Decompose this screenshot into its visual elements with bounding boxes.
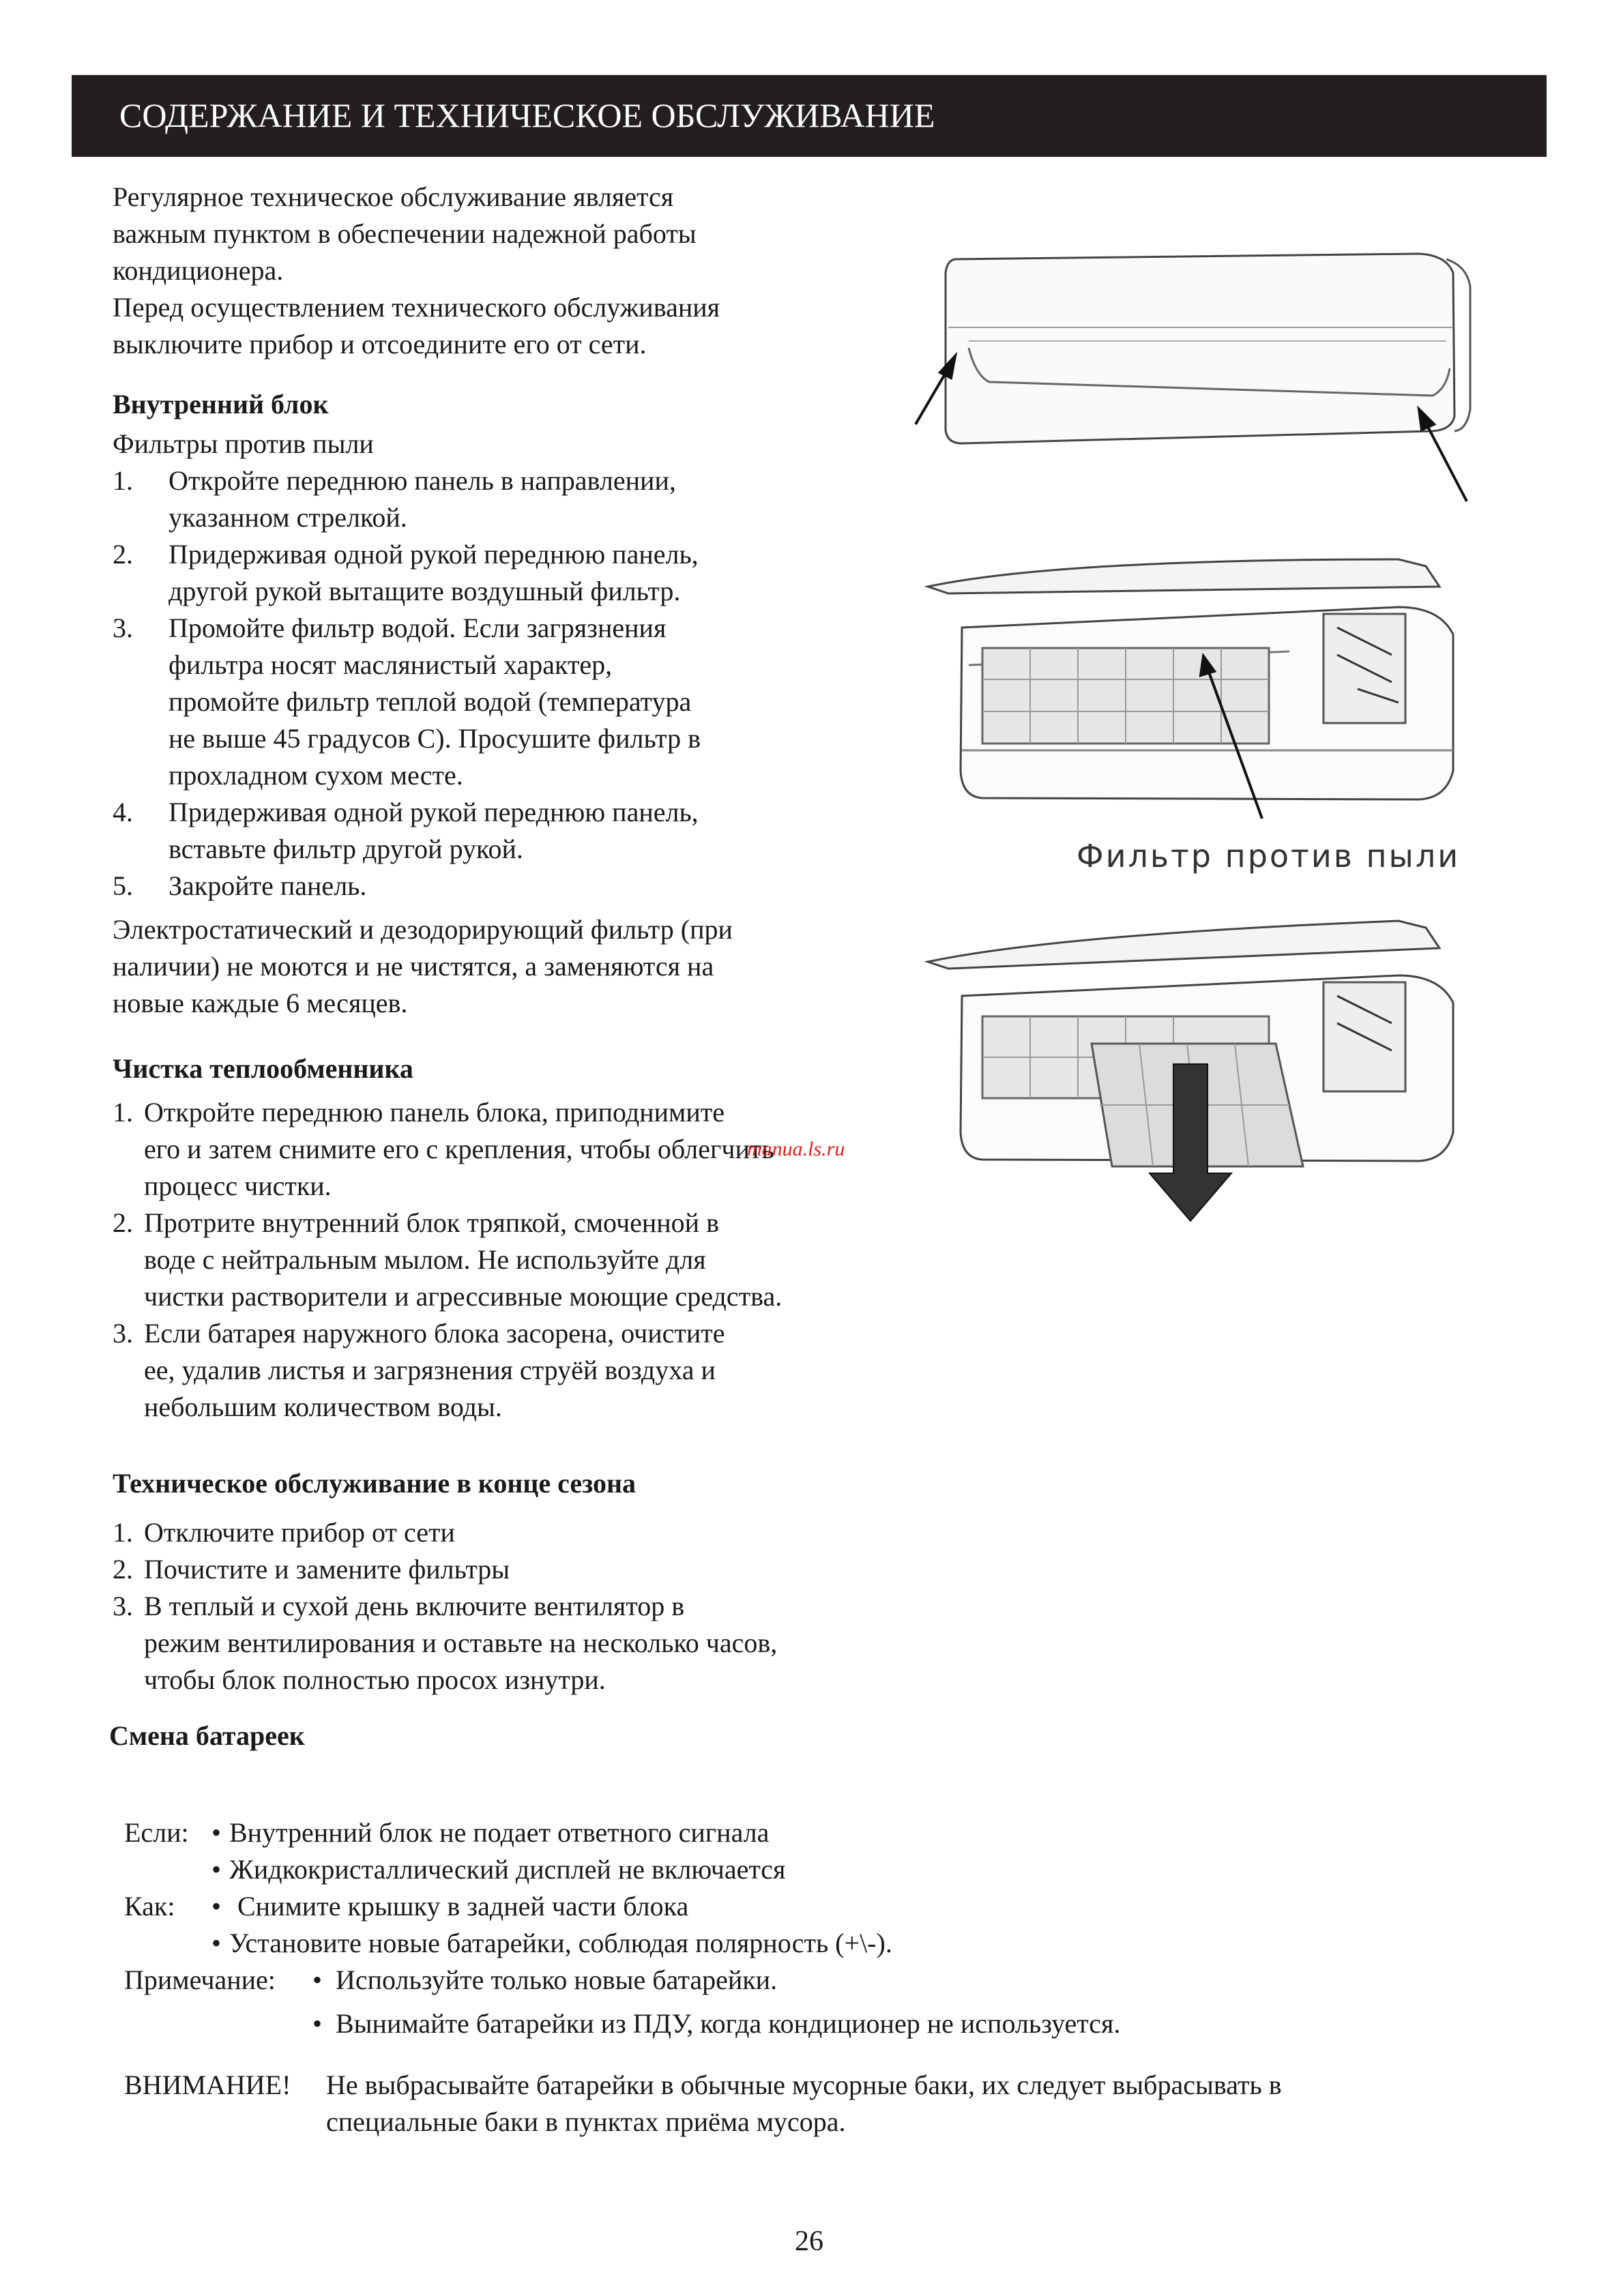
page-title: СОДЕРЖАНИЕ И ТЕХНИЧЕСКОЕ ОБСЛУЖИВАНИЕ [119,96,935,134]
indoor-heading: Внутренний блок [113,389,329,420]
watermark: manua.ls.ru [747,1138,845,1160]
page-number: 26 [795,2226,823,2257]
bullet-item: • Внутренний блок не подает ответного сигнала [211,1817,770,1848]
season-end-heading: Техническое обслуживание в конце сезона [113,1468,637,1499]
warning-label: ВНИМАНИЕ! [124,2070,291,2100]
intro-line: выключите прибор и отсоедините его от сети. [113,329,647,359]
batteries-heading: Смена батареек [109,1720,305,1751]
note-label: Примечание: [124,1964,276,1995]
filter-note: Электростатический и дезодорирующий фильтр (при наличии) не моются и не чистятся, а заменяются на новые каждые 6 месяцев. [113,914,733,1018]
intro-paragraph [113,179,720,363]
indoor-subheading: Фильтры против пыли [113,428,374,459]
intro-line: Регулярное техническое обслуживание является [113,181,674,212]
bullet-item: • Снимите крышку в задней части блока [211,1891,689,1922]
bullet-item: • Используйте только новые батарейки. [312,1964,778,1995]
filter-removal-illustration [921,907,1467,1228]
if-label: Если: [124,1817,189,1848]
header-bar [72,75,1547,157]
bullet-item: • Жидкокристаллический дисплей не включается [211,1854,786,1885]
intro-line: кондиционера. [113,255,284,286]
heat-exchanger-heading: Чистка теплообменника [113,1053,413,1084]
indoor-unit-closed-illustration [901,239,1474,505]
intro-line: Перед осуществлением технического обслуживания [113,292,720,323]
warning-text: Не выбрасывайте батарейки в обычные мусорные баки, их следует выбрасывать в специальные баки в пунктах приёма мусора. [326,2070,1282,2137]
how-label: Как: [124,1891,175,1922]
bullet-item: • Вынимайте батарейки из ПДУ, когда кондиционер не используется. [312,2008,1121,2039]
bullet-item: • Установите новые батарейки, соблюдая полярность (+\-). [211,1928,892,1958]
intro-line: важным пунктом в обеспечении надежной работы [113,218,697,249]
indoor-unit-open-filter-illustration [921,546,1467,832]
dust-filter-caption: Фильтр против пыли [1077,838,1461,874]
